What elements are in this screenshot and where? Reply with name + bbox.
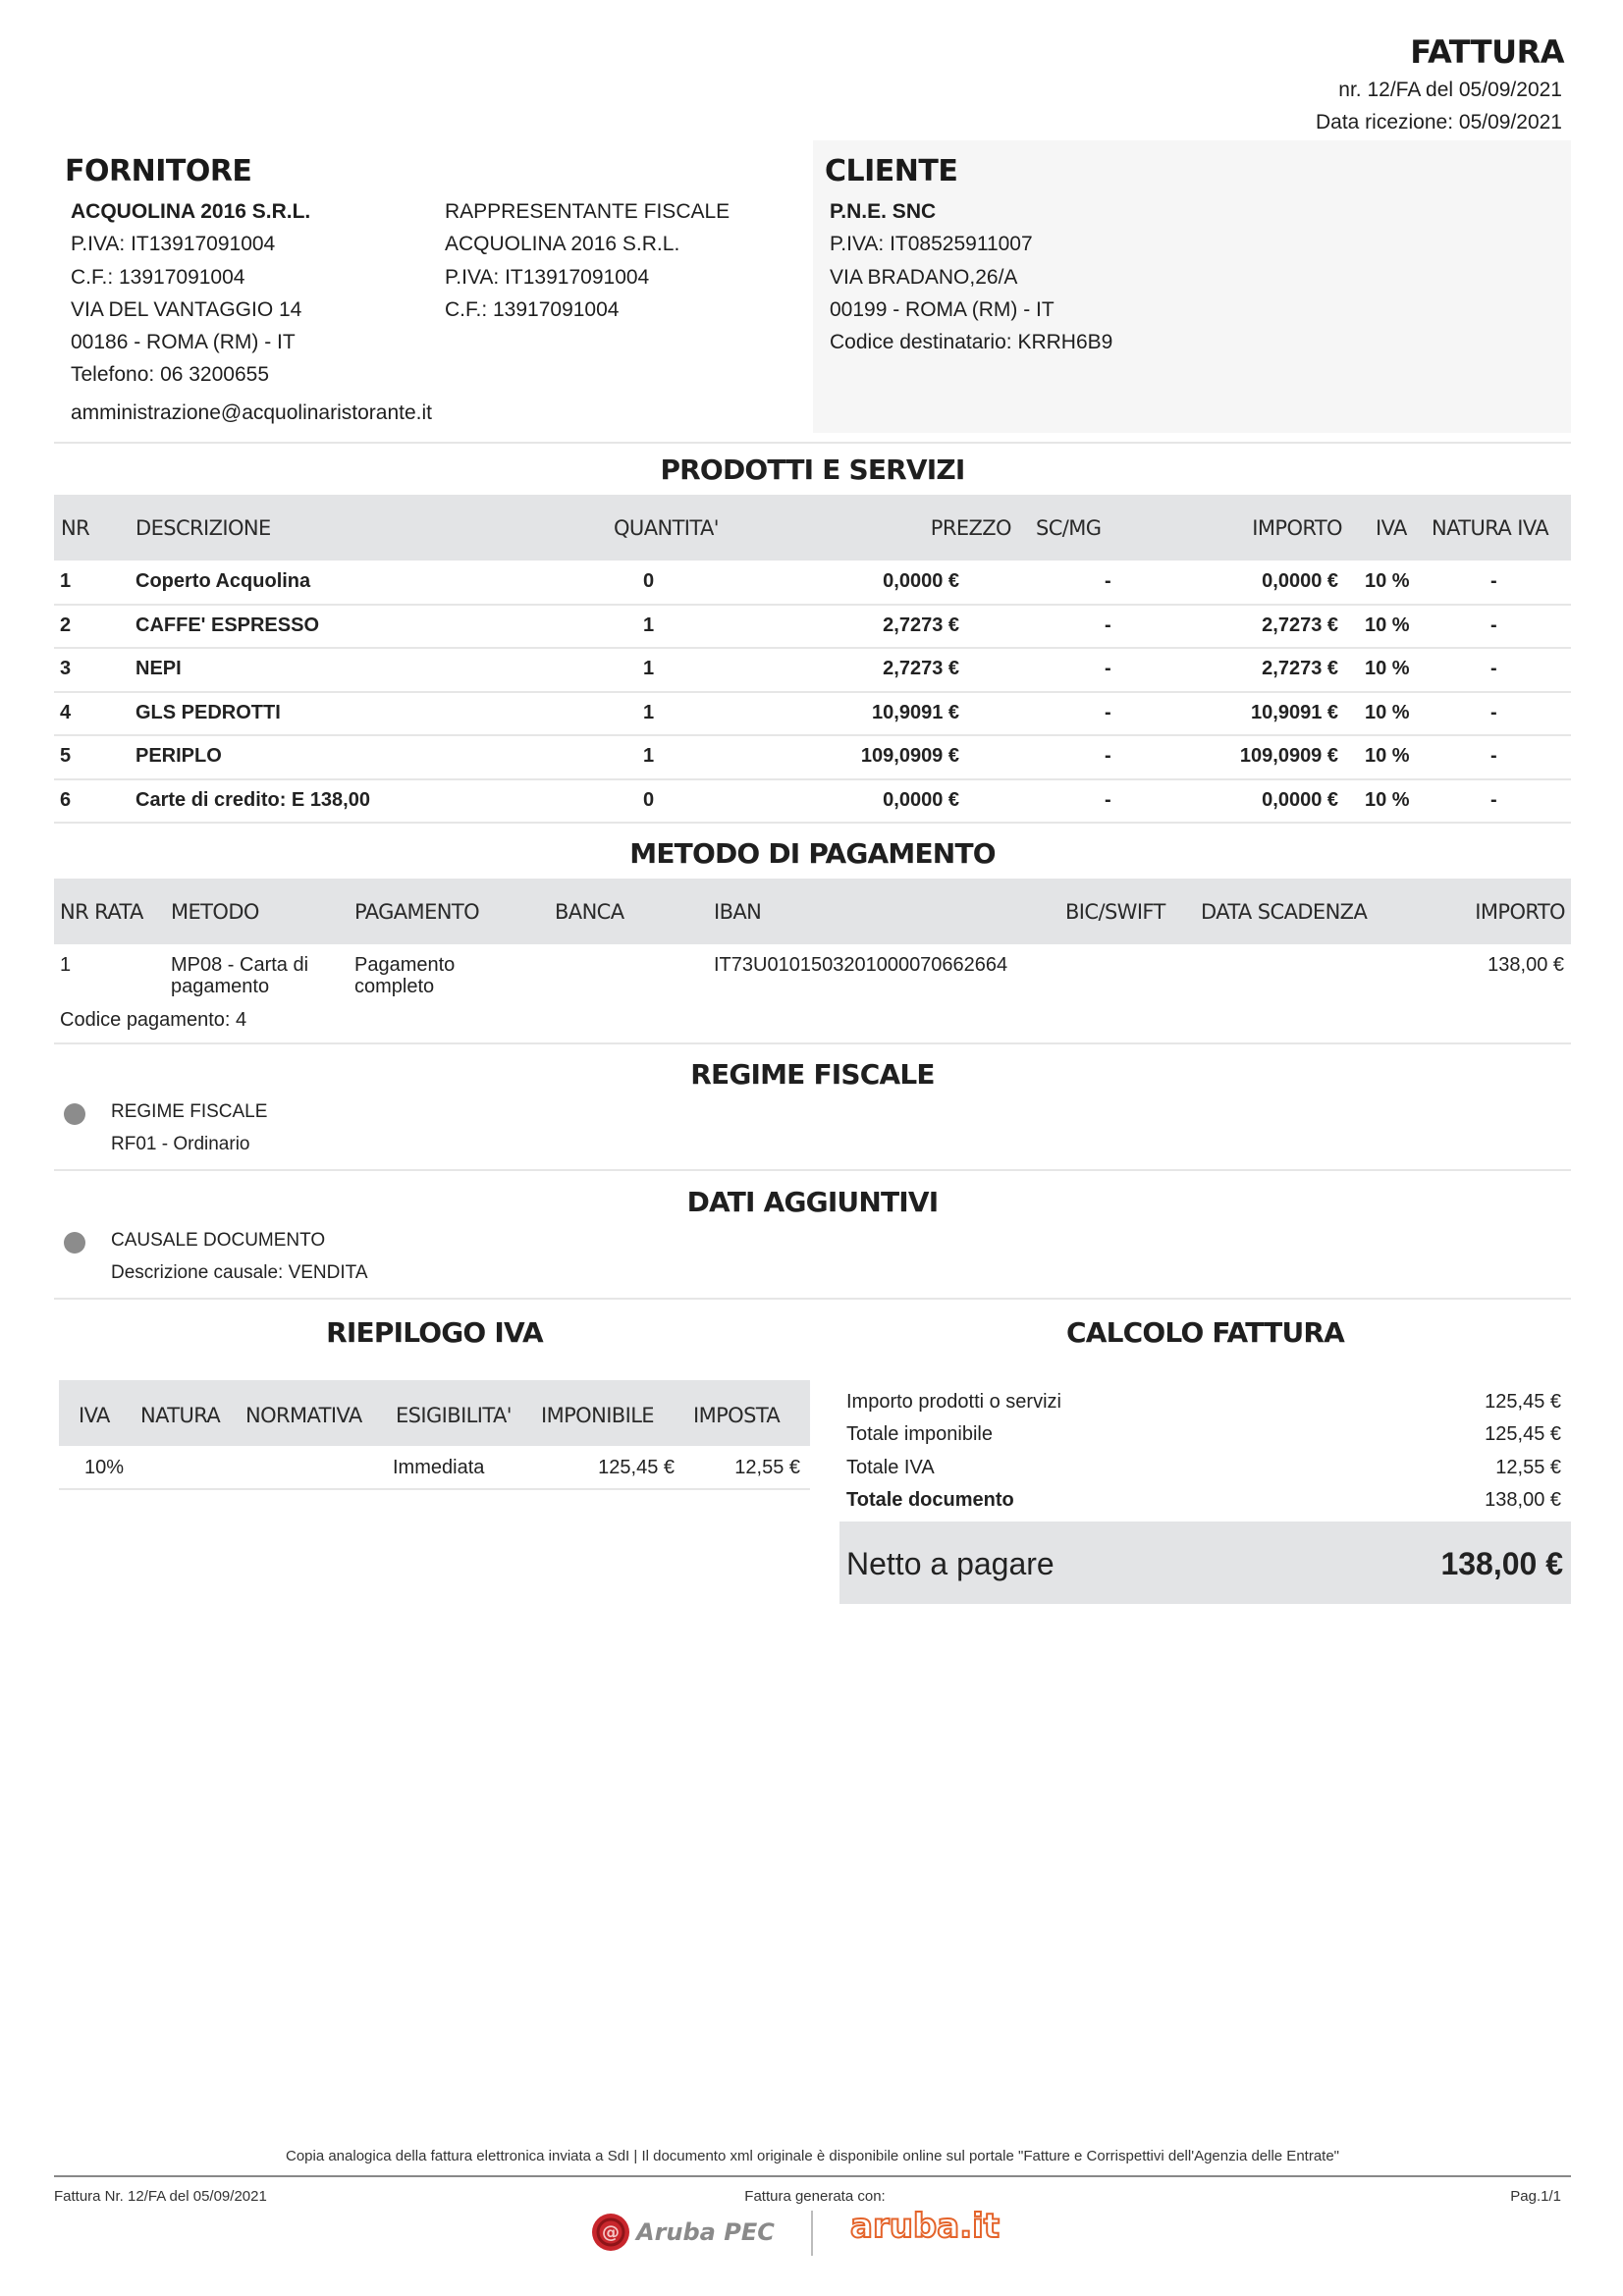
supplier-city: 00186 - ROMA (RM) - IT — [71, 331, 296, 353]
row-natura-iva: - — [1490, 701, 1497, 723]
document-title: FATTURA — [1410, 33, 1564, 71]
footer-page: Pag.1/1 — [1510, 2188, 1561, 2205]
logo-separator — [811, 2211, 813, 2256]
client-name: P.N.E. SNC — [830, 200, 937, 223]
col-pagamento: PAGAMENTO — [354, 900, 480, 924]
tax-regime-value: RF01 - Ordinario — [111, 1134, 250, 1154]
row-nr: 1 — [60, 570, 72, 592]
calc-value: 125,45 € — [1485, 1423, 1561, 1445]
svg-text:@: @ — [602, 2222, 620, 2243]
tax-regime-title: REGIME FISCALE — [690, 1058, 935, 1091]
row-divider — [54, 822, 1571, 824]
row-scmg: - — [1105, 701, 1111, 723]
row-scmg: - — [1105, 570, 1111, 592]
row-iva: 10 % — [1365, 745, 1410, 767]
payment-type-cont: completo — [354, 976, 435, 997]
col-iva: IVA — [1376, 516, 1407, 540]
vat-imponibile: 125,45 € — [598, 1457, 675, 1478]
col-metodo: METODO — [171, 900, 259, 924]
col-bic-swift: BIC/SWIFT — [1065, 900, 1165, 924]
supplier-cf: C.F.: 13917091004 — [71, 266, 245, 289]
row-price: 2,7273 € — [883, 614, 959, 636]
col-imposta: IMPOSTA — [693, 1404, 781, 1427]
row-natura-iva: - — [1490, 745, 1497, 767]
row-nr: 2 — [60, 614, 72, 636]
supplier-phone: Telefono: 06 3200655 — [71, 363, 270, 386]
row-amount: 2,7273 € — [1262, 614, 1338, 636]
row-quantity: 1 — [643, 745, 655, 767]
col-iva: IVA — [79, 1404, 110, 1427]
payment-header — [54, 879, 1571, 944]
row-iva: 10 % — [1365, 570, 1410, 592]
col-quantita: QUANTITA' — [614, 516, 719, 540]
calc-value: 12,55 € — [1495, 1457, 1561, 1478]
footer-invoice-ref: Fattura Nr. 12/FA del 05/09/2021 — [54, 2188, 267, 2205]
col-natura-iva: NATURA IVA — [1432, 516, 1549, 540]
net-to-pay-value: 138,00 € — [1440, 1546, 1563, 1581]
row-description: Carte di credito: E 138,00 — [135, 788, 370, 811]
row-quantity: 1 — [643, 658, 655, 679]
fiscal-rep-name: ACQUOLINA 2016 S.R.L. — [445, 233, 680, 255]
additional-label: CAUSALE DOCUMENTO — [111, 1230, 326, 1251]
footer-divider — [54, 2175, 1571, 2177]
row-iva: 10 % — [1365, 614, 1410, 636]
row-divider — [54, 691, 1571, 693]
row-scmg: - — [1105, 658, 1111, 679]
row-nr: 5 — [60, 745, 72, 767]
additional-title: DATI AGGIUNTIVI — [686, 1186, 939, 1218]
vat-summary-header — [59, 1380, 810, 1446]
additional-value: Descrizione causale: VENDITA — [111, 1262, 368, 1283]
aruba-it-logo: aruba.it — [850, 2207, 1001, 2246]
products-title: PRODOTTI E SERVIZI — [660, 454, 965, 486]
client-recipient-code: Codice destinatario: KRRH6B9 — [830, 331, 1113, 353]
row-scmg: - — [1105, 745, 1111, 767]
row-scmg: - — [1105, 614, 1111, 636]
col-esigibilita: ESIGIBILITA' — [396, 1404, 512, 1427]
calc-label: Totale imponibile — [846, 1423, 993, 1445]
row-description: GLS PEDROTTI — [135, 701, 281, 723]
client-address: VIA BRADANO,26/A — [830, 266, 1018, 289]
row-price: 109,0909 € — [860, 745, 959, 767]
row-description: CAFFE' ESPRESSO — [135, 614, 320, 636]
col-prezzo: PREZZO — [930, 516, 1011, 540]
divider — [54, 1042, 1571, 1044]
bullet-icon — [64, 1103, 85, 1125]
row-divider — [54, 778, 1571, 780]
row-natura-iva: - — [1490, 614, 1497, 636]
col-descrizione: DESCRIZIONE — [135, 516, 271, 540]
row-iva: 10 % — [1365, 788, 1410, 811]
footer-disclaimer: Copia analogica della fattura elettronica inviata a SdI | Il documento xml originale è disponibile online sul portale "Fatture e Corrispettivi dell'Agenzia delle Entrate" — [285, 2148, 1339, 2164]
row-nr: 4 — [60, 701, 72, 723]
calc-label: Totale IVA — [846, 1457, 935, 1478]
row-amount: 10,9091 € — [1251, 701, 1338, 723]
col-importo: IMPORTO — [1252, 516, 1342, 540]
calc-label: Importo prodotti o servizi — [846, 1391, 1061, 1413]
row-price: 2,7273 € — [883, 658, 959, 679]
divider — [54, 1298, 1571, 1300]
col-normativa: NORMATIVA — [245, 1404, 362, 1427]
supplier-title: FORNITORE — [65, 154, 252, 188]
payment-type: Pagamento — [354, 954, 456, 976]
payment-method: MP08 - Carta di — [171, 954, 309, 976]
col-imponibile: IMPONIBILE — [541, 1404, 654, 1427]
client-city: 00199 - ROMA (RM) - IT — [830, 298, 1055, 321]
fiscal-rep-title: RAPPRESENTANTE FISCALE — [445, 200, 730, 223]
fiscal-rep-cf: C.F.: 13917091004 — [445, 298, 620, 321]
calc-title: CALCOLO FATTURA — [1065, 1316, 1345, 1349]
fiscal-rep-piva: P.IVA: IT13917091004 — [445, 266, 650, 289]
col-nr-rata: NR RATA — [60, 900, 143, 924]
footer-generated-with: Fattura generata con: — [744, 2188, 886, 2205]
calc-total-label: Totale documento — [846, 1489, 1014, 1511]
payment-title: METODO DI PAGAMENTO — [629, 837, 996, 870]
row-natura-iva: - — [1490, 570, 1497, 592]
payment-iban: IT73U0101503201000070662664 — [714, 954, 1008, 976]
row-amount: 0,0000 € — [1262, 788, 1338, 811]
row-amount: 0,0000 € — [1262, 570, 1338, 592]
pec-logo-text: Aruba PEC — [636, 2218, 775, 2246]
document-number: nr. 12/FA del 05/09/2021 — [1338, 79, 1562, 101]
row-divider — [54, 647, 1571, 649]
row-iva: 10 % — [1365, 658, 1410, 679]
vat-imposta: 12,55 € — [734, 1457, 800, 1478]
col-importo-pagamento: IMPORTO — [1475, 900, 1565, 924]
net-to-pay-label: Netto a pagare — [846, 1546, 1055, 1581]
row-natura-iva: - — [1490, 788, 1497, 811]
payment-nr: 1 — [60, 954, 72, 976]
row-nr: 3 — [60, 658, 72, 679]
aruba-pec-logo — [589, 2211, 785, 2254]
row-quantity: 0 — [643, 788, 655, 811]
row-quantity: 0 — [643, 570, 655, 592]
row-description: Coperto Acquolina — [135, 570, 311, 592]
row-scmg: - — [1105, 788, 1111, 811]
row-natura-iva: - — [1490, 658, 1497, 679]
row-quantity: 1 — [643, 614, 655, 636]
divider — [54, 1169, 1571, 1171]
supplier-piva: P.IVA: IT13917091004 — [71, 233, 276, 255]
row-amount: 109,0909 € — [1239, 745, 1338, 767]
products-header — [54, 495, 1571, 561]
net-to-pay-box — [839, 1522, 1571, 1604]
col-iban: IBAN — [714, 900, 762, 924]
supplier-email[interactable]: amministrazione@acquolinaristorante.it — [71, 401, 432, 424]
pec-seal-icon — [589, 2211, 632, 2254]
payment-amount: 138,00 € — [1488, 954, 1564, 976]
vat-summary-title: RIEPILOGO IVA — [326, 1316, 543, 1349]
client-piva: P.IVA: IT08525911007 — [830, 233, 1033, 255]
calc-total-value: 138,00 € — [1485, 1489, 1561, 1511]
row-amount: 2,7273 € — [1262, 658, 1338, 679]
row-divider — [54, 604, 1571, 606]
payment-method-cont: pagamento — [171, 976, 270, 997]
col-scmg: SC/MG — [1036, 516, 1102, 540]
row-description: NEPI — [135, 658, 182, 679]
col-nr: NR — [61, 516, 90, 540]
tax-regime-label: REGIME FISCALE — [111, 1101, 268, 1122]
vat-rate: 10% — [84, 1457, 125, 1478]
col-banca: BANCA — [555, 900, 624, 924]
col-data-scadenza: DATA SCADENZA — [1201, 900, 1368, 924]
received-date: Data ricezione: 05/09/2021 — [1315, 111, 1562, 133]
row-nr: 6 — [60, 788, 72, 811]
vat-esigibilita: Immediata — [393, 1457, 485, 1478]
row-divider — [54, 734, 1571, 736]
row-quantity: 1 — [643, 701, 655, 723]
supplier-address: VIA DEL VANTAGGIO 14 — [71, 298, 302, 321]
bullet-icon — [64, 1232, 85, 1254]
row-price: 10,9091 € — [872, 701, 959, 723]
col-natura: NATURA — [140, 1404, 221, 1427]
row-price: 0,0000 € — [883, 788, 959, 811]
row-price: 0,0000 € — [883, 570, 959, 592]
payment-code: Codice pagamento: 4 — [60, 1009, 247, 1031]
divider — [59, 1488, 810, 1490]
supplier-name: ACQUOLINA 2016 S.R.L. — [71, 200, 311, 223]
row-description: PERIPLO — [135, 745, 222, 767]
divider — [54, 442, 1571, 444]
row-iva: 10 % — [1365, 701, 1410, 723]
calc-value: 125,45 € — [1485, 1391, 1561, 1413]
client-title: CLIENTE — [825, 154, 958, 188]
